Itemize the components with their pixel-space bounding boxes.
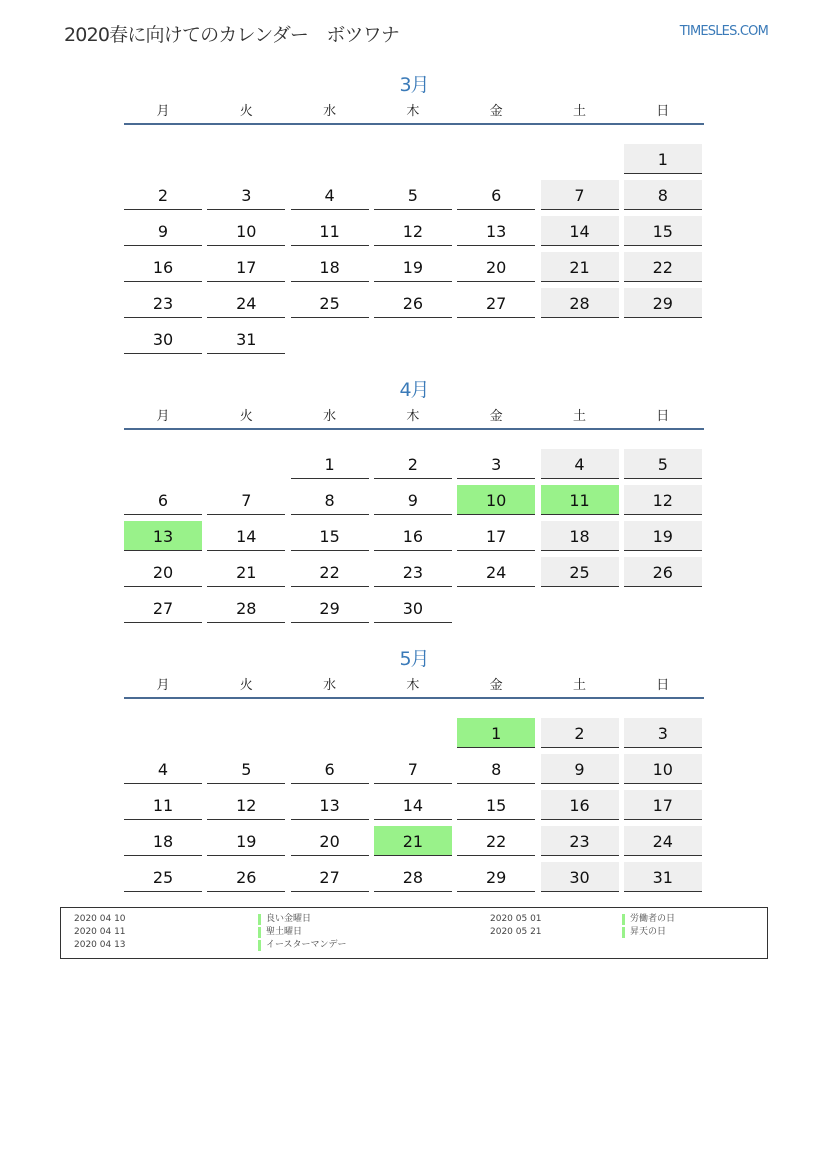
day-cell[interactable]: 22 (291, 557, 369, 587)
legend-holiday-name: 労働者の日 (622, 914, 675, 925)
day-cell[interactable]: 26 (374, 288, 452, 318)
day-cell[interactable]: 5 (624, 449, 702, 479)
day-cell[interactable]: 31 (207, 324, 285, 354)
day-cell[interactable]: 8 (457, 754, 535, 784)
day-cell[interactable]: 17 (457, 521, 535, 551)
day-cell[interactable]: 23 (124, 288, 202, 318)
weekday-label: 木 (406, 409, 420, 424)
day-cell[interactable]: 1 (624, 144, 702, 174)
day-cell[interactable]: 29 (457, 862, 535, 892)
day-cell[interactable]: 6 (291, 754, 369, 784)
day-cell[interactable]: 30 (124, 324, 202, 354)
day-cell[interactable]: 28 (541, 288, 619, 318)
day-cell[interactable]: 12 (374, 216, 452, 246)
site-link[interactable]: TIMESLES.COM (679, 24, 768, 39)
day-cell[interactable]: 18 (124, 826, 202, 856)
day-cell[interactable]: 7 (207, 485, 285, 515)
weekday-label: 日 (656, 104, 670, 119)
legend-date: 2020 05 21 (490, 927, 542, 937)
month-title: 4月 (399, 379, 429, 401)
legend-holiday-name: 昇天の日 (622, 927, 666, 938)
month-title: 5月 (399, 648, 429, 670)
day-cell[interactable]: 10 (207, 216, 285, 246)
weekday-label: 金 (489, 409, 503, 424)
day-cell[interactable]: 19 (207, 826, 285, 856)
day-cell[interactable]: 7 (374, 754, 452, 784)
weekday-label: 土 (572, 104, 586, 119)
day-cell[interactable]: 7 (541, 180, 619, 210)
day-cell[interactable]: 28 (374, 862, 452, 892)
weekday-label: 木 (406, 104, 420, 119)
day-cell[interactable]: 20 (291, 826, 369, 856)
weekday-label: 火 (239, 409, 253, 424)
legend-date: 2020 05 01 (490, 914, 542, 924)
day-cell[interactable]: 15 (457, 790, 535, 820)
day-cell[interactable]: 8 (291, 485, 369, 515)
legend-holiday-name: 良い金曜日 (258, 914, 311, 925)
day-cell[interactable]: 2 (374, 449, 452, 479)
day-cell[interactable]: 21 (374, 826, 452, 856)
day-cell[interactable]: 18 (541, 521, 619, 551)
header-rule (124, 697, 704, 699)
day-cell[interactable]: 2 (124, 180, 202, 210)
header-rule (124, 123, 704, 125)
day-cell[interactable]: 6 (457, 180, 535, 210)
day-cell[interactable]: 8 (624, 180, 702, 210)
day-cell[interactable]: 12 (207, 790, 285, 820)
day-cell[interactable]: 10 (624, 754, 702, 784)
day-cell[interactable]: 5 (207, 754, 285, 784)
day-cell[interactable]: 14 (541, 216, 619, 246)
day-cell[interactable]: 19 (624, 521, 702, 551)
day-cell[interactable]: 29 (291, 593, 369, 623)
day-cell[interactable]: 25 (124, 862, 202, 892)
day-cell[interactable]: 12 (624, 485, 702, 515)
day-cell[interactable]: 26 (624, 557, 702, 587)
day-cell[interactable]: 25 (541, 557, 619, 587)
day-cell[interactable]: 4 (541, 449, 619, 479)
day-cell[interactable]: 23 (541, 826, 619, 856)
weekday-label: 日 (656, 678, 670, 693)
day-cell[interactable]: 9 (374, 485, 452, 515)
holiday-legend (60, 907, 768, 959)
day-cell[interactable]: 17 (624, 790, 702, 820)
day-cell[interactable]: 15 (291, 521, 369, 551)
day-cell[interactable]: 24 (457, 557, 535, 587)
weekday-label: 日 (656, 409, 670, 424)
day-cell[interactable]: 27 (124, 593, 202, 623)
day-cell[interactable]: 9 (124, 216, 202, 246)
weekday-header (124, 674, 704, 694)
legend-date: 2020 04 13 (74, 940, 126, 950)
day-cell[interactable]: 20 (457, 252, 535, 282)
legend-date: 2020 04 11 (74, 927, 126, 937)
day-cell[interactable]: 16 (374, 521, 452, 551)
weekday-label: 火 (239, 104, 253, 119)
day-cell[interactable]: 31 (624, 862, 702, 892)
weekday-label: 土 (572, 409, 586, 424)
weekday-label: 木 (406, 678, 420, 693)
header-rule (124, 428, 704, 430)
page-title: 2020春に向けてのカレンダー ボツワナ (64, 24, 400, 46)
day-cell[interactable]: 4 (291, 180, 369, 210)
weekday-label: 水 (323, 409, 337, 424)
day-cell[interactable]: 30 (541, 862, 619, 892)
day-cell[interactable]: 1 (457, 718, 535, 748)
day-cell[interactable]: 27 (457, 288, 535, 318)
day-cell[interactable]: 30 (374, 593, 452, 623)
day-cell[interactable]: 22 (624, 252, 702, 282)
day-cell[interactable]: 22 (457, 826, 535, 856)
weekday-label: 土 (572, 678, 586, 693)
weekday-label: 水 (323, 678, 337, 693)
day-cell[interactable]: 14 (207, 521, 285, 551)
day-cell[interactable]: 6 (124, 485, 202, 515)
day-cell[interactable]: 19 (374, 252, 452, 282)
day-cell[interactable]: 2 (541, 718, 619, 748)
day-cell[interactable]: 20 (124, 557, 202, 587)
day-cell[interactable]: 15 (624, 216, 702, 246)
day-cell[interactable]: 3 (457, 449, 535, 479)
day-cell[interactable]: 10 (457, 485, 535, 515)
day-cell[interactable]: 18 (291, 252, 369, 282)
weekday-label: 火 (239, 678, 253, 693)
day-cell[interactable]: 13 (291, 790, 369, 820)
day-cell[interactable]: 24 (624, 826, 702, 856)
day-cell[interactable]: 3 (624, 718, 702, 748)
weekday-label: 月 (156, 409, 170, 424)
weekday-label: 月 (156, 104, 170, 119)
day-cell[interactable]: 11 (291, 216, 369, 246)
weekday-label: 金 (489, 104, 503, 119)
day-cell[interactable]: 11 (124, 790, 202, 820)
day-cell[interactable]: 11 (541, 485, 619, 515)
weekday-header (124, 405, 704, 425)
day-cell[interactable]: 13 (457, 216, 535, 246)
day-cell[interactable]: 29 (624, 288, 702, 318)
day-cell[interactable]: 13 (124, 521, 202, 551)
legend-holiday-name: 聖土曜日 (258, 927, 302, 938)
day-cell[interactable]: 3 (207, 180, 285, 210)
day-cell[interactable]: 5 (374, 180, 452, 210)
day-cell[interactable]: 21 (207, 557, 285, 587)
legend-date: 2020 04 10 (74, 914, 126, 924)
day-cell[interactable]: 28 (207, 593, 285, 623)
day-cell[interactable]: 4 (124, 754, 202, 784)
day-cell[interactable]: 26 (207, 862, 285, 892)
weekday-label: 月 (156, 678, 170, 693)
day-cell[interactable]: 16 (124, 252, 202, 282)
day-cell[interactable]: 25 (291, 288, 369, 318)
day-cell[interactable]: 1 (291, 449, 369, 479)
weekday-label: 水 (323, 104, 337, 119)
weekday-label: 金 (489, 678, 503, 693)
day-cell[interactable]: 23 (374, 557, 452, 587)
legend-holiday-name: イースターマンデー (258, 940, 347, 951)
day-cell[interactable]: 24 (207, 288, 285, 318)
day-cell[interactable]: 9 (541, 754, 619, 784)
day-cell[interactable]: 17 (207, 252, 285, 282)
month-title: 3月 (399, 74, 429, 96)
day-cell[interactable]: 21 (541, 252, 619, 282)
day-cell[interactable]: 27 (291, 862, 369, 892)
day-cell[interactable]: 16 (541, 790, 619, 820)
day-cell[interactable]: 14 (374, 790, 452, 820)
weekday-header (124, 100, 704, 120)
